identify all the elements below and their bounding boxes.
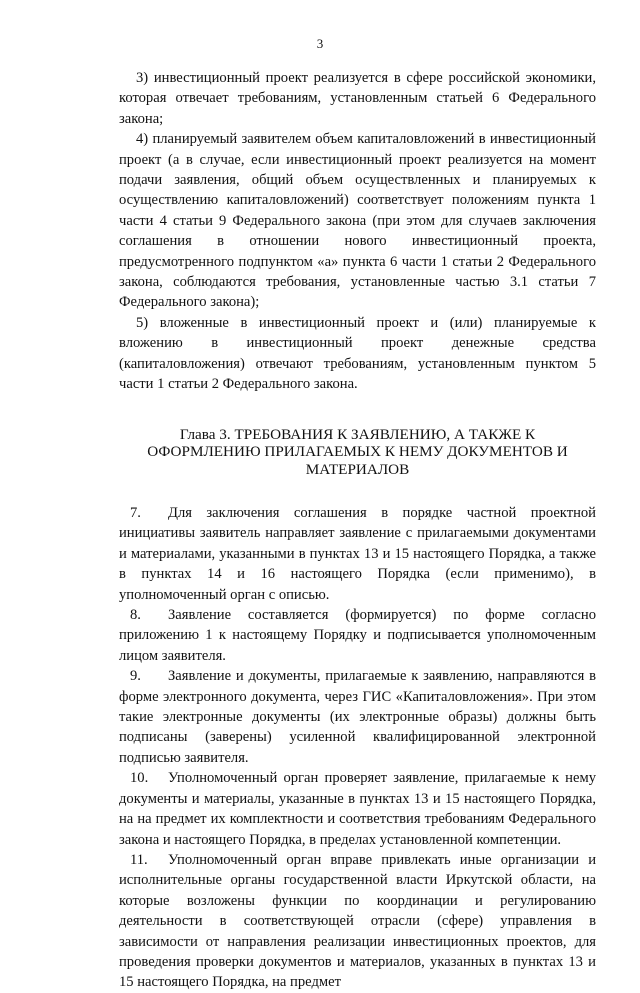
page-number: 3 [316, 36, 324, 51]
paragraph-8 [119, 605, 596, 666]
paragraph-text: Заявление составляется (формируется) по форме согласно приложению 1 к настоящему Порядку и подписывается уполномоченным лицом заявителя. [119, 607, 596, 664]
paragraph-10 [119, 768, 596, 850]
paragraph-number: 9. [130, 668, 141, 685]
chapter-heading: Глава 3. ТРЕБОВАНИЯ К ЗАЯВЛЕНИЮ, А ТАКЖЕ К ОФОРМЛЕНИЮ ПРИЛАГАЕМЫХ К НЕМУ ДОКУМЕНТОВ И МАТЕРИАЛОВ [147, 425, 568, 478]
paragraph-number: 7. [130, 505, 141, 521]
list-item-3: 3) инвестиционный проект реализуется в сфере российской экономики, которая отвечает требованиям, установленным статьей 6 Федерального закона; [119, 70, 596, 127]
paragraph-number: 8. [130, 607, 141, 624]
paragraph-text: Уполномоченный орган проверяет заявление, прилагаемые к нему документы и материалы, указанные в пунктах 13 и 15 настоящего Порядка, на на предмет их комплектности и соответствия требованиям Федерального закона и настоящего Порядка, в пределах установленной компетенции. [119, 770, 596, 848]
paragraph-text: Заявление и документы, прилагаемые к заявлению, направляются в форме электронного документа, через ГИС «Капиталовложения». При этом такие электронные документы (их электронные образы) должны быть подписаны (заверены) усиленной квалифицированной электронной подписью заявителя. [119, 668, 596, 766]
page-body [119, 68, 596, 993]
paragraph-text: Для заключения соглашения в порядке частной проектной инициативы заявитель направляет заявление с прилагаемыми документами и материалами, указанными в пунктах 13 и 15 настоящего Порядка, а также в пунктах 14 и 16 настоящего Порядка (если применимо), в уполномоченный орган с описью. [119, 505, 596, 603]
paragraph-7 [119, 503, 596, 605]
paragraph-number: 11. [130, 851, 148, 868]
paragraph-number: 10. [130, 770, 149, 787]
list-item-4: 4) планируемый заявителем объем капиталовложений в инвестиционный проект (а в случае, если инвестиционный проект реализуется на момент подачи заявления, общий объем осуществленных и планируемых к осуществлению капиталовложений) соответствует положениям пункта 1 части 4 статьи 9 Федерального закона (при этом для случаев заключения соглашения в отношении нового инвестиционный проекта, предусмотренного подпунктом «а» пункта 6 части 1 статьи 2 Федерального закона, соблюдаются требования, установленные частью 3.1 статьи 7 Федерального закона); [119, 131, 596, 311]
paragraph-9 [119, 666, 596, 768]
list-item-5: 5) вложенные в инвестиционный проект и (или) планируемые к вложению в инвестиционный проект денежные средства (капиталовложения) отвечают требованиям, установленным пунктом 5 части 1 статьи 2 Федерального закона. [119, 314, 596, 393]
paragraph-11 [119, 850, 596, 993]
paragraph-text: Уполномоченный орган вправе привлекать иные организации и исполнительные органы государственной власти Иркутской области, на которые возложены функции по координации и регулированию деятельности в соответствующей отрасли (сфере) управления в зависимости от направления реализации инвестиционных проектов, для проведения проверки документов и материалов, указанных в пунктах 13 и 15 настоящего Порядка, на предмет [119, 851, 596, 991]
